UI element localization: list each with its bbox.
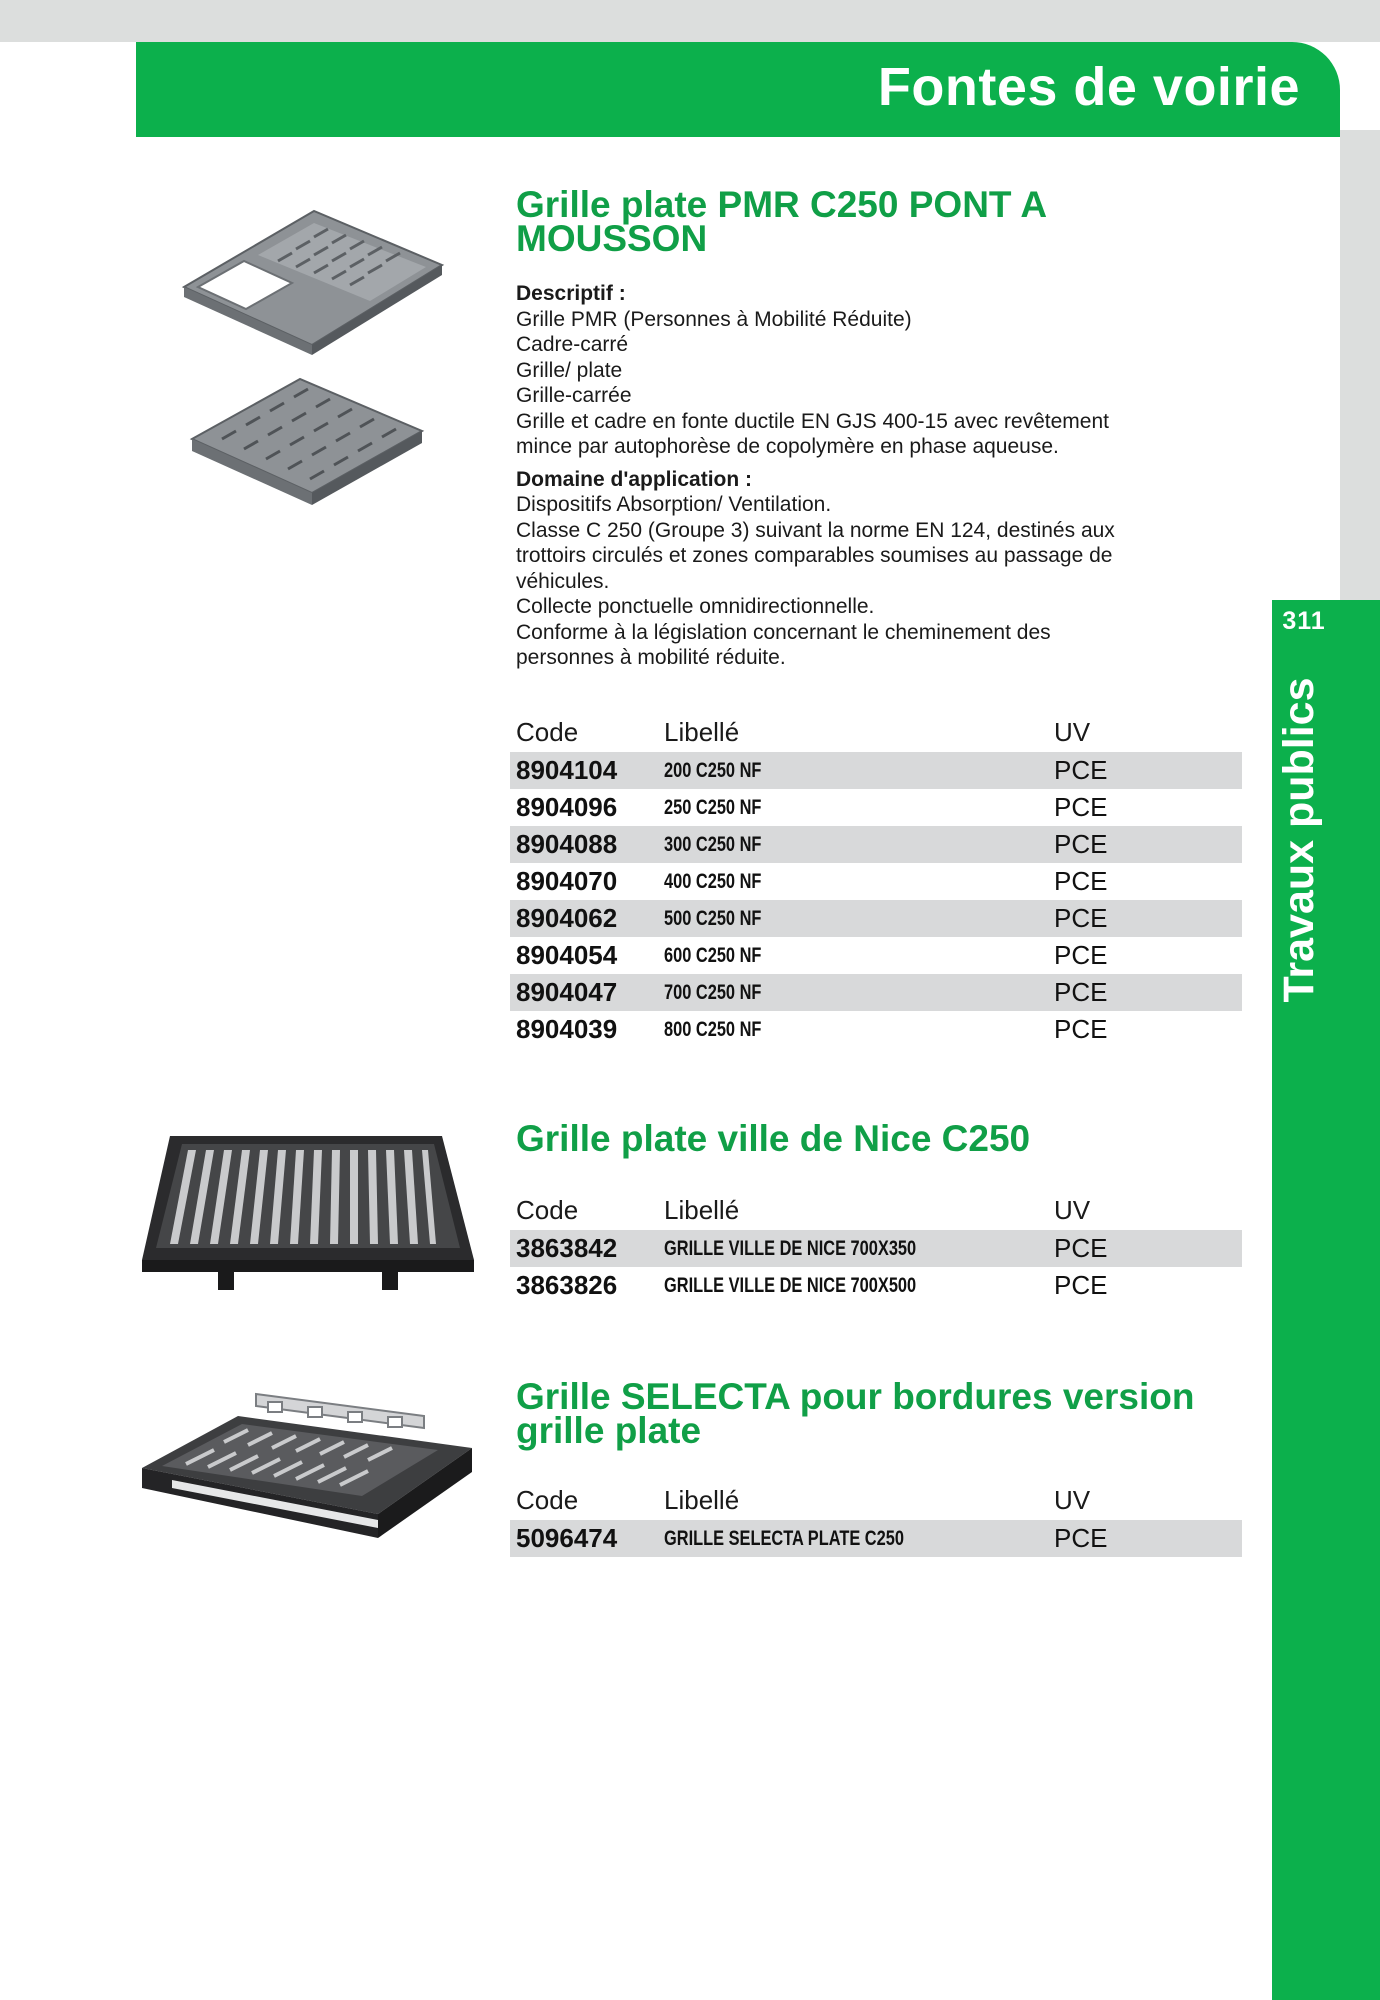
descriptif-line: Grille-carrée xyxy=(516,384,632,407)
col-libelle: Libellé xyxy=(664,1195,740,1225)
table-header xyxy=(510,1480,1242,1520)
table-row xyxy=(510,900,1242,937)
product-table-pmr xyxy=(510,712,1242,1048)
cell-code: 3863842 xyxy=(516,1233,618,1263)
cell-uv: PCE xyxy=(1054,1014,1108,1044)
domaine-line: personnes à mobilité réduite. xyxy=(516,646,786,669)
cell-libelle: 200 C250 NF xyxy=(664,759,762,782)
product-title-selecta xyxy=(516,1376,1195,1451)
domaine-heading: Domaine d'application : xyxy=(516,467,753,491)
cell-code: 8904070 xyxy=(516,866,618,896)
cell-code: 5096474 xyxy=(516,1523,618,1553)
left-margin xyxy=(0,42,136,2000)
table-row xyxy=(510,1267,1242,1304)
col-code: Code xyxy=(516,1195,579,1225)
product-title-nice xyxy=(516,1118,1031,1159)
domaine-line: véhicules. xyxy=(516,569,610,593)
pmr-grille-frame-image xyxy=(180,205,445,365)
table-row xyxy=(510,863,1242,900)
cell-code: 8904062 xyxy=(516,903,618,933)
selecta-grille-image xyxy=(138,1388,478,1553)
cell-libelle: GRILLE SELECTA PLATE C250 xyxy=(664,1527,904,1550)
col-uv: UV xyxy=(1054,1195,1091,1225)
cell-libelle: GRILLE VILLE DE NICE 700X500 xyxy=(664,1274,917,1297)
section-label: Travaux publics xyxy=(1275,677,1323,1003)
nice-grille-image xyxy=(138,1130,478,1295)
table-row xyxy=(510,1520,1242,1557)
cell-libelle: 700 C250 NF xyxy=(664,981,762,1004)
cell-uv: PCE xyxy=(1054,755,1108,785)
cell-uv: PCE xyxy=(1054,792,1108,822)
page-title: Fontes de voirie xyxy=(877,57,1300,117)
table-row xyxy=(510,974,1242,1011)
table-row xyxy=(510,752,1242,789)
cell-uv: PCE xyxy=(1054,903,1108,933)
section-tab xyxy=(1264,640,1334,1040)
col-libelle: Libellé xyxy=(664,717,740,747)
col-code: Code xyxy=(516,1485,579,1515)
col-code: Code xyxy=(516,717,579,747)
product-description-pmr xyxy=(516,281,1236,671)
top-margin-strip xyxy=(0,0,1380,42)
title-line: Grille plate PMR C250 PONT A xyxy=(516,184,1048,225)
cell-uv: PCE xyxy=(1054,829,1108,859)
domaine-line: trottoirs circulés et zones comparables soumises au passage de xyxy=(516,544,1113,567)
table-row xyxy=(510,937,1242,974)
cell-code: 3863826 xyxy=(516,1270,618,1300)
table-row xyxy=(510,789,1242,826)
cell-libelle: 300 C250 NF xyxy=(664,833,762,856)
table-header xyxy=(510,1190,1242,1230)
product-table-nice xyxy=(510,1190,1242,1304)
title-line: Grille SELECTA pour bordures version xyxy=(516,1376,1195,1417)
side-tab-grey xyxy=(1340,130,1380,600)
header-bar xyxy=(136,42,1340,137)
cell-code: 8904039 xyxy=(516,1014,618,1044)
table-header xyxy=(510,712,1242,752)
cell-code: 8904047 xyxy=(516,977,618,1007)
table-row xyxy=(510,826,1242,863)
domaine-line: Collecte ponctuelle omnidirectionnelle. xyxy=(516,595,875,618)
cell-uv: PCE xyxy=(1054,977,1108,1007)
cell-code: 8904088 xyxy=(516,829,618,859)
cell-uv: PCE xyxy=(1054,940,1108,970)
cell-code: 8904096 xyxy=(516,792,618,822)
table-row xyxy=(510,1230,1242,1267)
cell-uv: PCE xyxy=(1054,1270,1108,1300)
descriptif-line: Grille/ plate xyxy=(516,358,623,382)
descriptif-line: mince par autophorèse de copolymère en phase aqueuse. xyxy=(516,435,1059,458)
col-uv: UV xyxy=(1054,1485,1091,1515)
cell-code: 8904104 xyxy=(516,755,618,785)
title-line: MOUSSON xyxy=(516,218,708,259)
col-uv: UV xyxy=(1054,717,1091,747)
cell-libelle: 500 C250 NF xyxy=(664,907,762,930)
col-libelle: Libellé xyxy=(664,1485,740,1515)
cell-libelle: GRILLE VILLE DE NICE 700X350 xyxy=(664,1237,917,1260)
cell-libelle: 800 C250 NF xyxy=(664,1018,762,1041)
descriptif-line: Cadre-carré xyxy=(516,333,629,356)
descriptif-line: Grille et cadre en fonte ductile EN GJS 400-15 avec revêtement xyxy=(516,409,1109,433)
title-line: grille plate xyxy=(516,1410,702,1451)
cell-uv: PCE xyxy=(1054,866,1108,896)
cell-libelle: 400 C250 NF xyxy=(664,870,762,893)
table-row xyxy=(510,1011,1242,1048)
cell-libelle: 250 C250 NF xyxy=(664,796,762,819)
title-line: Grille plate ville de Nice C250 xyxy=(516,1118,1031,1159)
product-title-pmr xyxy=(516,184,1048,259)
domaine-line: Dispositifs Absorption/ Ventilation. xyxy=(516,493,832,516)
domaine-line: Classe C 250 (Groupe 3) suivant la norme EN 124, destinés aux xyxy=(516,518,1115,542)
descriptif-line: Grille PMR (Personnes à Mobilité Réduite) xyxy=(516,307,912,331)
cell-uv: PCE xyxy=(1054,1523,1108,1553)
pmr-grille-image xyxy=(188,375,428,525)
page-number: 311 xyxy=(1282,607,1326,635)
product-table-selecta xyxy=(510,1480,1242,1557)
descriptif-heading: Descriptif : xyxy=(516,282,626,305)
domaine-line: Conforme à la législation concernant le cheminement des xyxy=(516,620,1051,644)
cell-code: 8904054 xyxy=(516,940,618,970)
cell-uv: PCE xyxy=(1054,1233,1108,1263)
cell-libelle: 600 C250 NF xyxy=(664,944,762,967)
